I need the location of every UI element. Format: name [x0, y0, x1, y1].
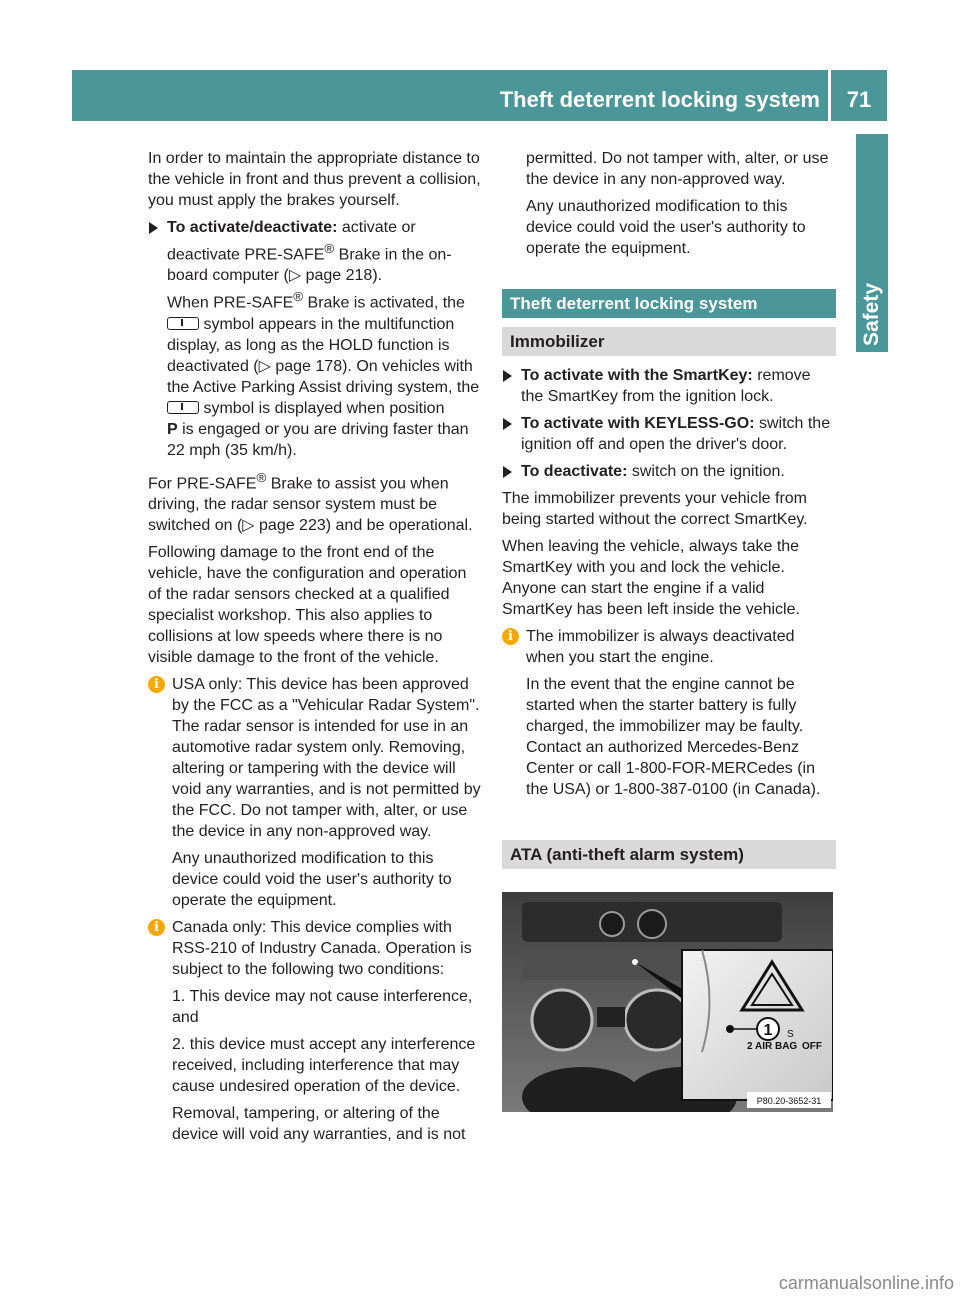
- step-text: symbol appears in the multifunction display, as long as the HOLD function is deactivated (▷ page 178). On vehicles with the Active Parking Assist driving system, the: [167, 315, 480, 396]
- callout-number: 1: [763, 1022, 773, 1039]
- passenger-airbag-s-label: S: [787, 1029, 794, 1040]
- note-text: In the event that the engine cannot be started when the starter battery is fully charged, the immobilizer may be faulty. Contact an authorized Mercedes-Benz Center or call 1-800-FOR-MERCedes (in the USA) or 1-800-387-0100 (in Canada).: [526, 676, 821, 798]
- step-label: To activate/deactivate:: [167, 219, 338, 236]
- note-text: Canada only: This device complies with RSS-210 of Industry Canada. Operation is subject to the following two conditions:: [172, 918, 472, 978]
- paragraph: In order to maintain the appropriate distance to the vehicle in front and thus prevent a collision, you must apply the brakes yourself.: [148, 150, 481, 209]
- pre-safe-brake-symbol-icon: [167, 317, 199, 330]
- note-text: 2. this device must accept any interference received, including interference that may cause undesired operation of the device.: [172, 1035, 476, 1095]
- passenger-airbag-label: 2 AIR BAG: [747, 1041, 798, 1052]
- position-p: P: [167, 420, 178, 438]
- dashboard-illustration: [502, 892, 833, 1112]
- note-text: Removal, tampering, or altering of the device will void any warranties, and is not: [172, 1104, 466, 1143]
- info-icon: i: [148, 676, 165, 693]
- step-text: remove the SmartKey from the ignition lock.: [521, 367, 811, 405]
- step-arrow-icon: [149, 222, 158, 234]
- registered-mark: ®: [324, 241, 335, 256]
- info-note: [148, 674, 482, 842]
- note-text: permitted. Do not tamper with, alter, or use the device in any non-approved way.: [526, 150, 829, 188]
- step-arrow-icon: [503, 370, 512, 382]
- text: For PRE-SAFE: [148, 474, 257, 492]
- step-label: To deactivate:: [521, 463, 628, 480]
- step-text: activate or deactivate PRE-SAFE: [167, 219, 416, 264]
- pre-safe-brake-symbol-icon: [167, 401, 199, 414]
- paragraph: [148, 467, 482, 536]
- registered-mark: ®: [293, 289, 304, 305]
- section-heading: ATA (anti-theft alarm system): [502, 840, 836, 869]
- dashboard-photo: [502, 892, 833, 1112]
- step-text: switch on the ignition.: [627, 463, 785, 480]
- text: Brake to assist you when driving, the radar sensor system must be switched on (▷ page 223) and be operational.: [148, 474, 473, 534]
- note-text: Any unauthorized modification to this device could void the user's authority to operate the equipment.: [526, 198, 806, 257]
- note-text: USA only: This device has been approved by the FCC as a "Vehicular Radar System". The radar sensor is intended for use in an automotive radar system only. Removing, altering or tampering with the device will void any warranties, and is not permitted by the FCC. Do not tamper with, alter, or use the device in any non-approved way.: [172, 675, 481, 840]
- info-icon: i: [502, 628, 519, 645]
- paragraph: Following damage to the front end of the vehicle, have the configuration and operation of the radar sensors checked at a qualified specialist workshop. This also applies to collisions at low speeds where there is no visible damage to the front of the vehicle.: [148, 543, 467, 666]
- note-text: 1. This device may not cause interference, and: [172, 987, 473, 1026]
- step-label: To activate with the SmartKey:: [521, 367, 753, 384]
- instruction-step: [502, 413, 836, 455]
- left-column: [148, 148, 482, 1151]
- step-text: When PRE-SAFE: [167, 294, 294, 312]
- side-tab: [856, 134, 888, 352]
- info-note: [148, 917, 482, 980]
- step-text: symbol is displayed when position: [199, 399, 445, 417]
- note-text: The immobilizer is always deactivated when you start the engine.: [526, 628, 795, 666]
- photo-code-label: P80.20-3652-31: [756, 1096, 822, 1106]
- registered-mark: ®: [256, 469, 267, 485]
- paragraph: The immobilizer prevents your vehicle from being started without the correct SmartKey.: [502, 490, 808, 528]
- instruction-step: [148, 217, 482, 461]
- step-text: is engaged or you are driving faster than 22 mph (35 km/h).: [167, 420, 469, 459]
- paragraph: When leaving the vehicle, always take the SmartKey with you and lock the vehicle. Anyone can start the engine if a valid SmartKey has been left inside the vehicle.: [502, 538, 800, 618]
- passenger-airbag-off-label: OFF: [802, 1041, 822, 1052]
- right-column: [502, 148, 836, 878]
- section-heading: Theft deterrent locking system: [502, 289, 836, 318]
- watermark: carmanualsonline.info: [778, 1273, 954, 1293]
- instruction-step: [502, 365, 836, 407]
- instruction-step: [502, 461, 836, 482]
- step-text: Brake in the on-board computer (▷ page 218).: [167, 246, 452, 285]
- step-arrow-icon: [503, 466, 512, 478]
- step-text: Brake is activated, the: [303, 294, 465, 312]
- note-text: Any unauthorized modification to this device could void the user's authority to operate the equipment.: [172, 849, 452, 909]
- page-title: Theft deterrent locking system: [499, 87, 820, 112]
- step-arrow-icon: [503, 418, 512, 430]
- step-label: To activate with KEYLESS-GO:: [521, 415, 755, 432]
- step-text: switch the ignition off and open the driver's door.: [521, 415, 831, 453]
- side-tab-label: Safety: [860, 282, 883, 346]
- info-note: [502, 626, 836, 668]
- page-number: 71: [846, 87, 872, 112]
- subsection-heading: Immobilizer: [502, 327, 836, 356]
- info-icon: i: [148, 919, 165, 936]
